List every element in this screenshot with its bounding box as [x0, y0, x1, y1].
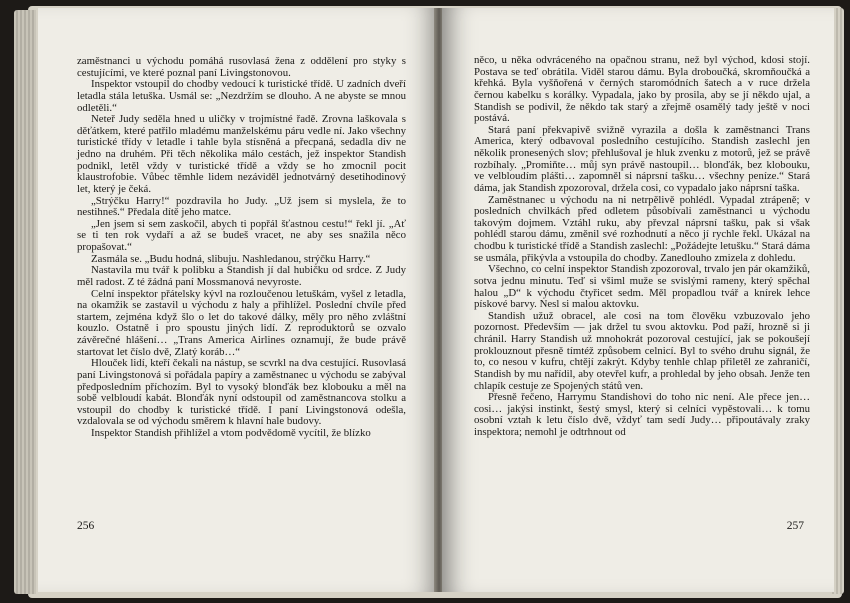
- right-page: [442, 8, 834, 592]
- left-page-text: [77, 56, 406, 440]
- paragraph: Nastavila mu tvář k polibku a Standish jí dal hubičku od srdce. Z Judy měl radost. Z té žádná paní Mossmanová nevyroste.: [77, 264, 406, 288]
- paragraph: zaměstnanci u východu pomáhá rusovlasá žena z oddělení pro styky s cestujícími, ve které poznal paní Livingstonovou.: [77, 55, 406, 79]
- paragraph: „Strýčku Harry!“ pozdravila ho Judy. „Už jsem si myslela, že to nestihneš.“ Předala dítě jeho matce.: [77, 194, 406, 219]
- paragraph: Inspektor vstoupil do chodby vedoucí k turistické třídě. U zadních dveří letadla stála letuška. Usmál se: „Nezdržím se dlouho. A ne abyste se mnou odletěli.“: [77, 78, 406, 114]
- paragraph: Inspektor Standish přihlížel a vtom podvědomě vycítil, že blízko: [91, 427, 371, 439]
- paragraph: Hlouček lidí, kteří čekali na nástup, se scvrkl na dva cestující. Rusovlasá paní Livingstonová si pořádala papíry a zaměstnanec u východu se zabýval předposledním příchozím. Byl to vysoký blonďák bez klobouku a měl na sobě velbloudí kabát. Blonďák nyní odstoupil od zaměstnancova stolku a vstoupil do chodby k turistické třídě. I paní Livingstonová odešla, vzdalovala se od východu směrem k hlavní hale budovy.: [77, 357, 406, 428]
- paragraph: Celní inspektor přátelsky kývl na rozloučenou letuškám, vyšel z letadla, na okamžik se zastavil u východu z haly a přihlížel. Poslední chvíle před startem, zejména když šlo o let do takové dálky, měly pro něho zvláštní kouzlo. Ostatně i pro spoustu jiných lidí. Z reproduktorů se ozvalo závěrečné hlášení… „Trans America Airlines oznamují, že bude právě startovat let číslo dvě, Zlatý koráb…“: [77, 287, 406, 358]
- left-page: [38, 8, 436, 592]
- paragraph: Všechno, co celní inspektor Standish zpozoroval, trvalo jen pár okamžiků, sotva jednu minutu. Teď si všiml muže se svislými rameny, který spěchal halou „D“ k východu čtyřicet sedm. Měl propadlou tvář a knírek lehce pískové barvy. Nesl si malou aktovku.: [474, 263, 810, 311]
- paragraph: „Jen jsem si sem zaskočil, abych ti popřál šťastnou cestu!“ řekl jí. „Ať se ti ten rok vydaří a až se budeš vracet, ne aby ses snažila něco propašovat.“: [77, 217, 406, 253]
- paragraph: Přesně řečeno, Harrymu Standishovi do toho nic není. Ale přece jen… cosi… jakýsi instinkt, šestý smysl, který si celníci vypěstovali… k tomu osobní vztah k letu číslo dvě, vždyť tam sedí Judy… připoutávaly zraky inspektora; nemohl je odtrhnout od: [474, 391, 810, 438]
- paragraph: Zaměstnanec u východu na ni netrpělivě pohlédl. Vypadal ztrápeně; v posledních chvilkách před odletem působívali zaměstnanci u východu takovým dojmem. Vztáhl ruku, aby převzal náprsní tašku, pak si však pohlédl starou dámu, změnil své rozhodnutí a něco jí rychle řekl. Ukázal na chodbu k turistické třídě a Standish zaslechl: „Požádejte letušku.“ Stará dáma se usmála, přikývla a vstoupila do chodby. Zanedlouho zmizela z dohledu.: [474, 193, 810, 264]
- page-number: 257: [786, 520, 804, 532]
- paragraph: něco, u něka odvráceného na opačnou stranu, než byl východ, kdosi stojí. Postava se teď obrátila. Viděl starou dámu. Byla droboučká, skromňoučká a křehká. Byla vyšňořená v černých staromódních šatech a v ruce držela černou kabelku s korálky. Vypadala, jako by prosila, aby se jí někdo ujal, a Standish se podivil, že někdo tak starý a zřejmě osamělý tady ještě v noci postává.: [474, 54, 810, 125]
- paragraph: Stará paní překvapivě svižně vyrazila a došla k zaměstnanci Trans America, který odbavoval posledního cestujícího. Standish zaslechl jen několik pronesených slov; přehlušoval je hluk zvenku z motorů, jež se právě rozbíhaly. „Promiňte… můj syn právě nastoupil… blonďák, bez klobouku, ve velbloudím plášti… zapomněl si náprsní tašku… všechny peníze.“ Stará dáma, jak Standish zpozoroval, držela cosi, co vypadalo jako náprsní taška.: [474, 123, 810, 194]
- right-page-text: [474, 55, 810, 439]
- paragraph: Standish užuž obracel, ale cosi na tom člověku vzbuzovalo jeho pozornost. Především — jak držel tu svou aktovku. Pod paží, hrozně si ji chránil. Harry Standish už mnohokrát pozoroval cestující, jak se pokoušejí proklouznout přesně tímtéž způsobem celnicí. Byl to svého druhu signál, že to, co nesou v kufru, chtějí zakrýt. Kdyby tenhle chlap přiletěl ze zahraničí, Standish by mu nařídil, aby otevřel kufr, a prohledal by jeho obsah. Jenže ten chlapík cestuje ze Spojených států ven.: [474, 309, 810, 392]
- page-edges-left: [14, 10, 36, 594]
- paragraph: Neteř Judy seděla hned u uličky v trojmístné řadě. Zrovna laškovala s děťátkem, které patřilo mladému manželskému páru vedle ní. Jako všechny turistické třídy v letadle i tahle byla stísněná a přecpaná, sedadla div ne jedno na druhém. Při těch několika málo cestách, jež inspektor Standish podnikl, letěl vždy v turistické třídě a vždy se ho zmocnil pocit klaustrofobie. Vůbec těmhle lidem nezáviděl jednotvárný desetihodinový let, který je čeká.: [77, 113, 406, 195]
- paragraph: Zasmála se. „Budu hodná, slibuju. Nashledanou, strýčku Harry.“: [91, 252, 371, 265]
- page-number: 256: [77, 520, 95, 532]
